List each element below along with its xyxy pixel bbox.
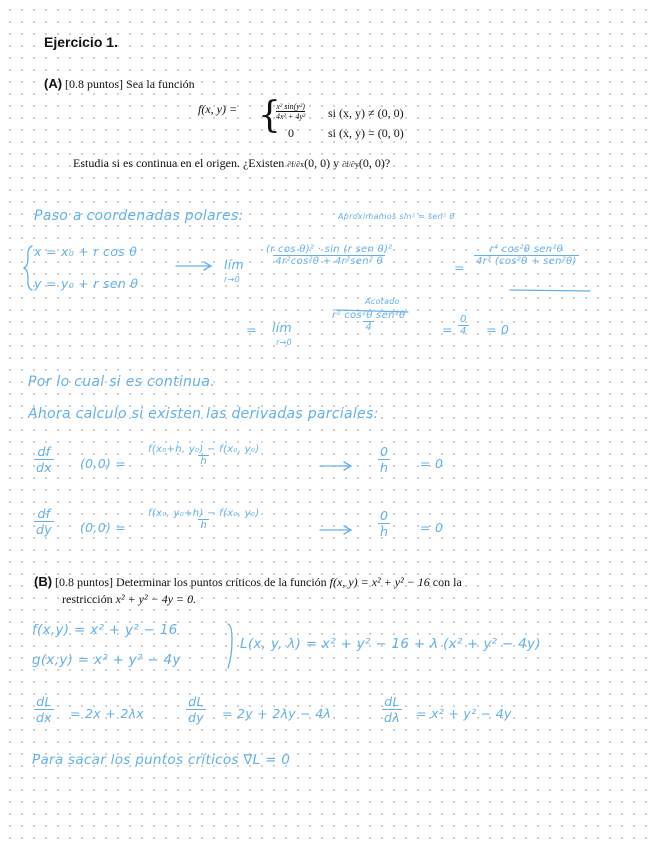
hw-g-definition: g(x,y) = x² + y² − 4y (32, 652, 181, 668)
partial-y: ∂f/∂y (342, 159, 359, 169)
case1-condition: si (x, y) ≠ (0, 0) (328, 106, 404, 120)
hw-continuity-conclusion: Por lo cual si es continua. (28, 374, 215, 390)
hw-lagrangian: L(x, y, λ) = x² + y² − 16 + λ (x² + y² − 4y) (240, 636, 541, 652)
hw-dfdx-point: (0,0) = (80, 456, 127, 471)
hw-system-x: x = x₀ + r cos θ (34, 244, 138, 259)
part-b-label: (B) (34, 574, 53, 589)
part-b-statement: (B) [0.8 puntos] Determinar los puntos críticos de la función f(x, y) = x² + y² − 16 con la (34, 574, 462, 589)
hw-note-approx: Aproximamos sin² ≈ sen² θ (338, 212, 455, 221)
hw-limit-2: lím (272, 320, 293, 335)
part-a-points: [0.8 puntos] Sea la función (65, 77, 195, 91)
hw-polar-heading: Paso a coordenadas polares: (34, 208, 244, 224)
piecewise-brace: { (258, 95, 281, 136)
hw-dfdx-quotient: $\frac{\text{f(x₀+h, y₀) − f(x₀, y₀)}}{h}$ (148, 444, 260, 467)
hw-limit-1: lím (224, 257, 245, 272)
hw-fraction-1: (r cos θ)² · sin (r sen θ)² 4r²cos²θ + 4r²sen² θ (266, 244, 393, 267)
hw-dfdy-result: = 0 (420, 520, 444, 535)
part-b-function: f(x, y) = x² + y² − 16 (329, 575, 430, 589)
case2-condition: si (x, y) = (0, 0) (328, 126, 404, 140)
hw-dfdx-zero-over-h: $\frac{0}{h}$ (380, 444, 389, 475)
part-b-constraint: restricción x² + y² − 4y = 0. (62, 592, 197, 606)
hw-fraction-3: r² cos²θ sen²θ 4 (332, 310, 406, 333)
hw-dfdx-result: = 0 (420, 456, 444, 471)
hw-arrow-dy (320, 526, 351, 534)
hw-limit-1-sub: r→0 (224, 275, 240, 284)
hw-dLdl-value: = x² + y² − 4y (416, 706, 512, 721)
hw-dLdy: $\frac{dL}{dy}$ (188, 694, 204, 725)
hw-arrow-1 (176, 262, 211, 270)
part-a-label: (A) (44, 76, 63, 91)
hw-fg-bracket (228, 624, 232, 668)
hw-arrow-dx (320, 462, 351, 470)
hw-dfdy-quotient: $\frac{\text{f(x₀, y₀+h) − f(x₀, y₀)}}{h}$ (148, 508, 260, 531)
part-a-question: Estudia si es continua en el origen. ¿Existen ∂f/∂x (0, 0) y ∂f/∂y (0, 0)? (73, 156, 391, 170)
hw-dfdx: $\frac{df}{dx}$ (36, 444, 52, 475)
hw-derivatives-heading: Ahora calculo si existen las derivadas parciales: (28, 406, 379, 422)
partial-x: ∂f/∂x (287, 159, 305, 169)
hw-critical-points: Para sacar los puntos críticos ∇L = 0 (32, 752, 291, 768)
hw-dLdx-value: = 2x + 2λx (70, 706, 144, 721)
hw-acotado-underline (336, 310, 408, 312)
hw-note-acotado: Acotado (365, 297, 400, 306)
hw-dLdl: $\frac{dL}{d\lambda}$ (384, 694, 400, 725)
hw-limit-2-sub: r→0 (276, 338, 292, 347)
function-lhs: f(x, y) = (198, 102, 238, 116)
hw-dfdy: $\frac{df}{dy}$ (36, 506, 52, 537)
exercise-title: Ejercicio 1. (44, 34, 118, 50)
hw-dLdx: $\frac{dL}{dx}$ (36, 694, 52, 725)
case2-value: 0 (288, 126, 294, 140)
hw-dLdy-value: = 2y + 2λy − 4λ (222, 706, 332, 721)
hw-f-definition: f(x,y) = x² + y² − 16 (32, 622, 178, 638)
hw-equals-1: = (454, 260, 465, 275)
case1-fraction: x² sin(y²) 4x² + 4y² (276, 102, 306, 121)
hw-result-zero: = 0 (486, 322, 510, 337)
hw-cos-sen-underline (510, 290, 590, 291)
hw-equals-3: = (442, 322, 453, 337)
hw-equals-2: = (246, 322, 257, 337)
hw-system-brace (24, 246, 32, 290)
hw-system-y: y = y₀ + r sen θ (34, 276, 139, 291)
hw-dfdy-point: (0,0) = (80, 520, 127, 535)
hw-fraction-2: r⁴ cos²θ sen²θ 4r² (cos²θ + sen²θ) (476, 244, 577, 267)
hw-dfdy-zero-over-h: $\frac{0}{h}$ (380, 508, 389, 539)
hw-fraction-4: $\frac{0}{4}$ (460, 314, 467, 337)
